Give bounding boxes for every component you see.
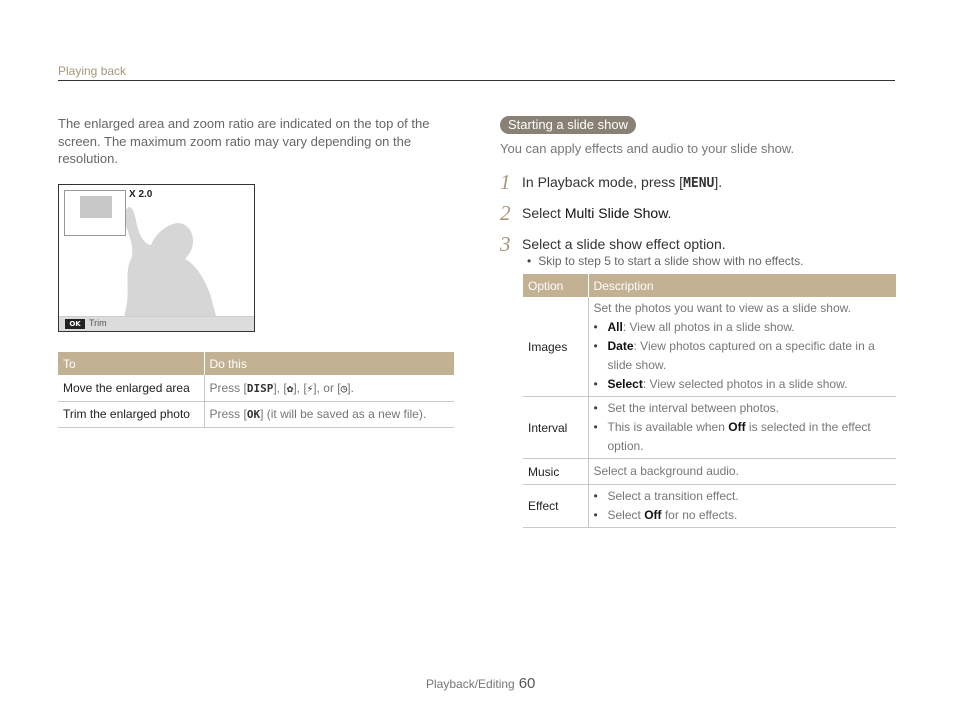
flash-key-icon: ⚡ xyxy=(306,381,314,395)
list-item: • Select Off for no effects. xyxy=(594,506,892,525)
bullet-icon: • xyxy=(593,508,598,522)
option-description: Set the photos you want to view as a slide show. • All: View all photos in a slide show. • Date: View photos captured on a specific date in a slide show. • Select: View selected photos in a slide show. xyxy=(588,297,896,397)
row-do-this: Press [DISP], [✿], [⚡], or [◷]. xyxy=(204,375,454,401)
option-description xyxy=(588,397,896,459)
table-row xyxy=(523,397,896,459)
table-row xyxy=(58,401,454,427)
step-number: 3 xyxy=(500,232,511,256)
table-header-row xyxy=(523,274,896,297)
table-row xyxy=(523,485,896,528)
section-pill-title: Starting a slide show xyxy=(500,116,636,134)
zoom-navigator xyxy=(64,190,126,236)
bullet-icon: • xyxy=(593,420,598,434)
right-column xyxy=(500,116,896,156)
left-column xyxy=(58,115,453,168)
bullet-icon: • xyxy=(593,401,598,415)
option-description: Select a background audio. xyxy=(588,459,896,485)
zoom-navigator-area xyxy=(80,196,112,218)
option-description xyxy=(588,485,896,528)
option-music: Music xyxy=(523,459,588,485)
list-item: • Date: View photos captured on a specific date in a slide show. xyxy=(594,337,892,375)
table-header-row xyxy=(58,352,454,375)
col-header-to: To xyxy=(58,352,204,375)
ok-key-icon: OK xyxy=(246,408,261,421)
step-2: 2 Select Multi Slide Show. xyxy=(500,201,672,225)
bullet-icon: • xyxy=(593,489,598,503)
footer-section-label: Playback/Editing xyxy=(426,677,515,691)
col-header-option: Option xyxy=(523,274,588,297)
step-1: 1 In Playback mode, press [MENU]. xyxy=(500,170,723,194)
slide-show-options-table xyxy=(523,274,896,528)
timer-key-icon: ◷ xyxy=(340,381,348,395)
table-row xyxy=(523,459,896,485)
option-effect: Effect xyxy=(523,485,588,528)
screen-status-bar xyxy=(59,316,254,331)
zoom-ratio-label: X 2.0 xyxy=(129,189,153,200)
page-number: 60 xyxy=(518,675,536,692)
page-header xyxy=(58,62,895,81)
trim-label: Trim xyxy=(89,318,107,328)
intro-paragraph: The enlarged area and zoom ratio are indicated on the top of the screen. The maximum zoom ratio may vary depending on the resolution. xyxy=(58,116,430,166)
bullet-icon: • xyxy=(593,320,598,334)
zoom-controls-table xyxy=(58,352,454,428)
list-item: • Set the interval between photos. xyxy=(594,399,892,418)
step-3: 3 Select a slide show effect option. xyxy=(500,232,726,256)
camera-screen-illustration xyxy=(58,184,255,332)
table-row xyxy=(58,375,454,401)
option-interval: Interval xyxy=(523,397,588,459)
list-item: • Select a transition effect. xyxy=(594,487,892,506)
disp-key-icon: DISP xyxy=(246,381,274,395)
list-item: • All: View all photos in a slide show. xyxy=(594,318,892,337)
table-row xyxy=(523,297,896,397)
menu-option-name: Multi Slide Show xyxy=(564,205,668,221)
section-subtitle: You can apply effects and audio to your slide show. xyxy=(500,141,795,156)
bullet-icon: • xyxy=(527,254,532,268)
menu-key-icon: MENU xyxy=(683,176,715,191)
col-header-do-this: Do this xyxy=(204,352,454,375)
list-item: • This is available when Off is selected in the effect option. xyxy=(594,418,892,456)
col-header-description: Description xyxy=(588,274,896,297)
step-number: 2 xyxy=(500,201,511,225)
bullet-icon: • xyxy=(593,339,598,353)
row-to: Move the enlarged area xyxy=(58,375,204,401)
ok-button-icon: OK xyxy=(65,319,85,329)
list-item: • Select: View selected photos in a slide show. xyxy=(594,375,892,394)
macro-key-icon: ✿ xyxy=(286,381,294,395)
option-images: Images xyxy=(523,297,588,397)
step-number: 1 xyxy=(500,170,511,194)
row-to: Trim the enlarged photo xyxy=(58,401,204,427)
step-note: • Skip to step 5 to start a slide show with no effects. xyxy=(527,254,804,268)
section-title: Playing back xyxy=(58,64,127,78)
row-do-this: Press [OK] (it will be saved as a new file). xyxy=(204,401,454,427)
bullet-icon: • xyxy=(593,377,598,391)
page-footer xyxy=(426,675,535,692)
